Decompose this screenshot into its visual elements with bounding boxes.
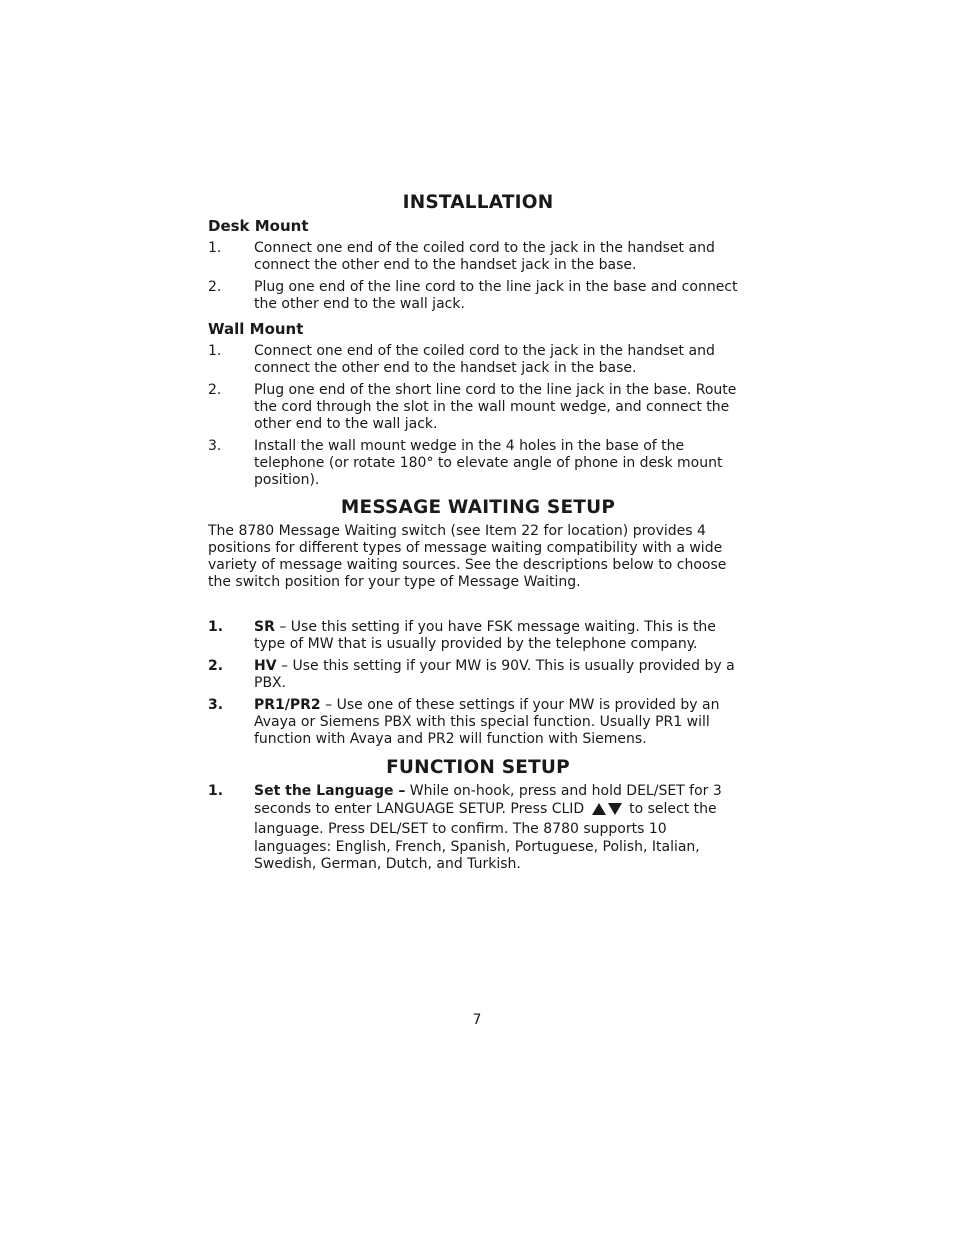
step-label: Set the Language – — [254, 783, 406, 799]
setting-label: HV — [254, 658, 277, 674]
mw-setting-hv — [208, 658, 748, 692]
function-step-1 — [208, 783, 748, 874]
step-number: 1. — [208, 343, 222, 359]
step-number: 1. — [208, 240, 222, 256]
step-text: Install the wall mount wedge in the 4 holes in the base of the telephone (or rotate 180° to elevate angle of phone in desk mount position). — [254, 438, 723, 488]
step-number: 1. — [208, 619, 224, 635]
message-waiting-intro: The 8780 Message Waiting switch (see Item 22 for location) provides 4 positions for different types of message waiting compatibility with a wide variety of message waiting sources. See the descriptions below to choose the switch position for your type of Message Waiting. — [208, 523, 727, 590]
step-text: Connect one end of the coiled cord to the jack in the handset and connect the other end to the handset jack in the base. — [254, 240, 715, 273]
step-number: 2. — [208, 279, 222, 295]
step-text-before: While on-hook, press and hold DEL/SET for 3 seconds to enter LANGUAGE SETUP. Press CLID — [254, 783, 722, 817]
step-text-after: to select the language. Press DEL/SET to confirm. The 8780 supports 10 languages: English, French, Spanish, Portuguese, Polish, Italian, Swedish, German, Dutch, and Turkish. — [254, 800, 717, 872]
mw-setting-pr1-pr2 — [208, 697, 748, 748]
message-waiting-title: MESSAGE WAITING SETUP — [340, 497, 616, 518]
page-number: 7 — [472, 1012, 482, 1028]
step-number: 3. — [208, 697, 224, 713]
step-text: Plug one end of the line cord to the line jack in the base and connect the other end to the wall jack. — [254, 279, 738, 312]
desk-mount-heading: Desk Mount — [208, 217, 309, 235]
step-number: 2. — [208, 658, 224, 674]
setting-description: – Use this setting if your MW is 90V. This is usually provided by a PBX. — [254, 658, 735, 691]
desk-mount-step-1 — [208, 240, 748, 274]
step-text: Plug one end of the short line cord to the line jack in the base. Route the cord through the slot in the wall mount wedge, and connect the other end to the wall jack. — [254, 382, 737, 432]
wall-mount-step-3 — [208, 438, 748, 489]
step-text: Connect one end of the coiled cord to the jack in the handset and connect the other end to the handset jack in the base. — [254, 343, 715, 376]
setting-description: – Use this setting if you have FSK message waiting. This is the type of MW that is usually provided by the telephone company. — [254, 619, 716, 652]
page-content — [208, 192, 748, 874]
function-setup-title: FUNCTION SETUP — [386, 757, 570, 778]
wall-mount-heading: Wall Mount — [208, 320, 304, 338]
setting-label: SR — [254, 619, 275, 635]
step-number: 2. — [208, 382, 222, 398]
setting-label: PR1/PR2 — [254, 697, 321, 713]
wall-mount-step-1 — [208, 343, 748, 377]
step-number: 3. — [208, 438, 222, 454]
mw-setting-sr — [208, 619, 748, 653]
desk-mount-step-2 — [208, 279, 748, 313]
wall-mount-step-2 — [208, 382, 748, 433]
up-down-arrows-icon — [591, 802, 623, 822]
step-number: 1. — [208, 783, 224, 799]
installation-title: INSTALLATION — [402, 192, 554, 213]
setting-description: – Use one of these settings if your MW is provided by an Avaya or Siemens PBX with this special function. Usually PR1 will function with Avaya and PR2 will function with Siemens. — [254, 697, 720, 747]
